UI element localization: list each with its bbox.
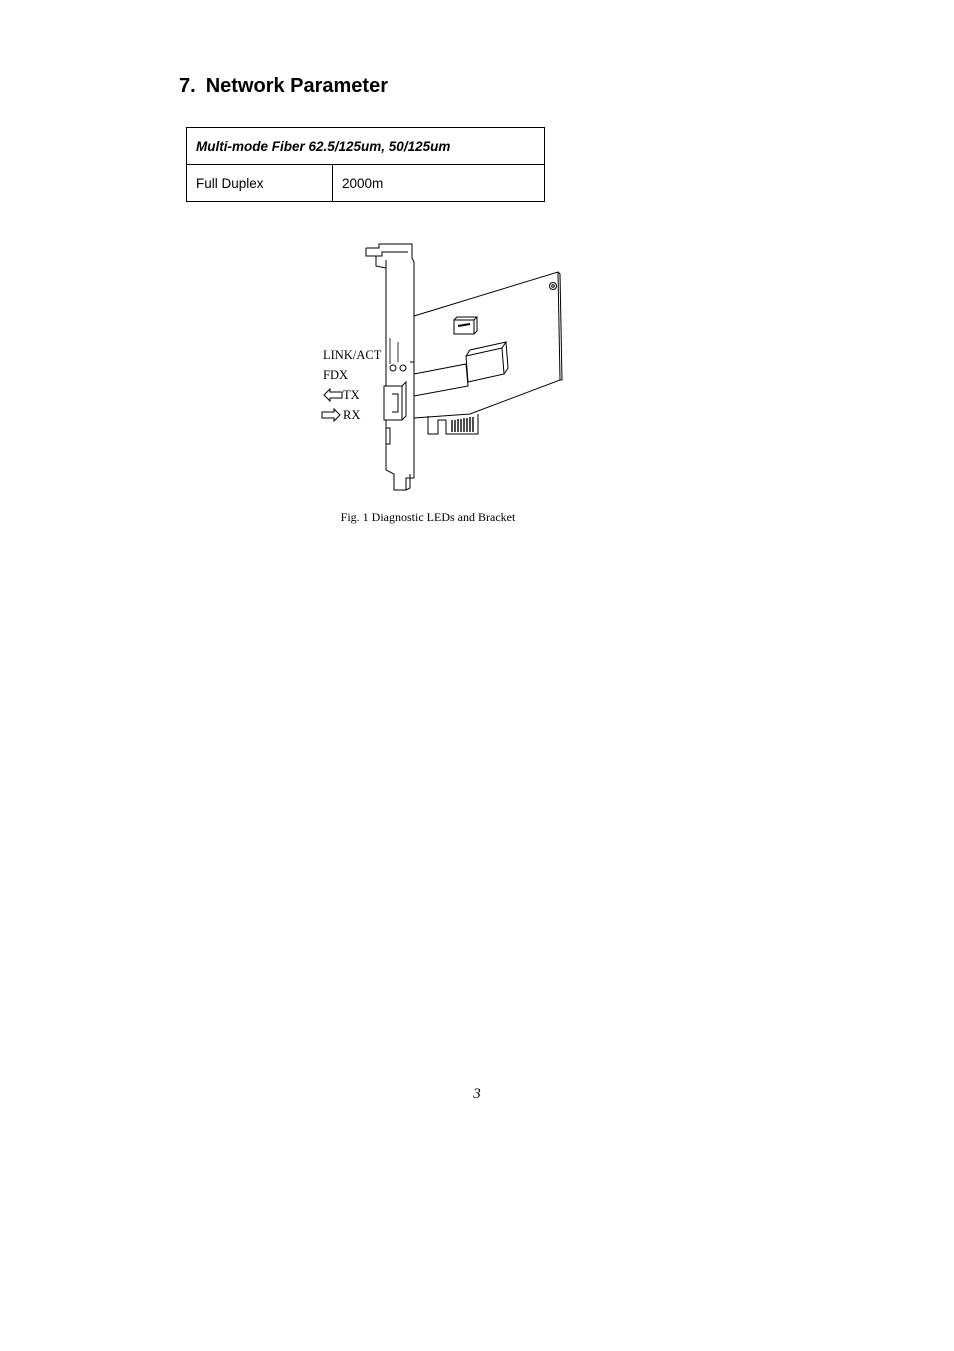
edge-connector bbox=[428, 416, 446, 434]
section-title: Network Parameter bbox=[205, 75, 388, 97]
fiber-port bbox=[384, 386, 402, 420]
led-fdx bbox=[400, 365, 406, 371]
page-number: 3 bbox=[473, 1086, 481, 1102]
bracket-tab bbox=[366, 244, 414, 270]
table-header-cell: Multi-mode Fiber 62.5/125um, 50/125um bbox=[187, 128, 545, 165]
section-number: 7. bbox=[179, 75, 196, 97]
duplex-mode-cell: Full Duplex bbox=[187, 165, 333, 202]
section-heading bbox=[179, 75, 388, 98]
transceiver-module bbox=[414, 364, 468, 396]
table-header-row bbox=[187, 128, 545, 165]
led-link-act bbox=[390, 365, 396, 371]
nic-card-illustration bbox=[310, 238, 570, 498]
distance-cell: 2000m bbox=[333, 165, 545, 202]
figure-caption: Fig. 1 Diagnostic LEDs and Bracket bbox=[340, 510, 516, 524]
nic-bracket-figure bbox=[310, 238, 570, 498]
rx-arrow-icon bbox=[322, 409, 340, 421]
table-row bbox=[187, 165, 545, 202]
ic-chip bbox=[466, 348, 504, 382]
tx-label: TX bbox=[343, 388, 360, 402]
bracket-body bbox=[386, 268, 414, 490]
tx-arrow-icon bbox=[324, 389, 342, 401]
fdx-label: FDX bbox=[323, 368, 349, 382]
network-parameter-table bbox=[186, 127, 545, 202]
rx-label: RX bbox=[343, 408, 361, 422]
pcb-board bbox=[414, 272, 560, 418]
link-act-label: LINK/ACT bbox=[323, 348, 382, 362]
